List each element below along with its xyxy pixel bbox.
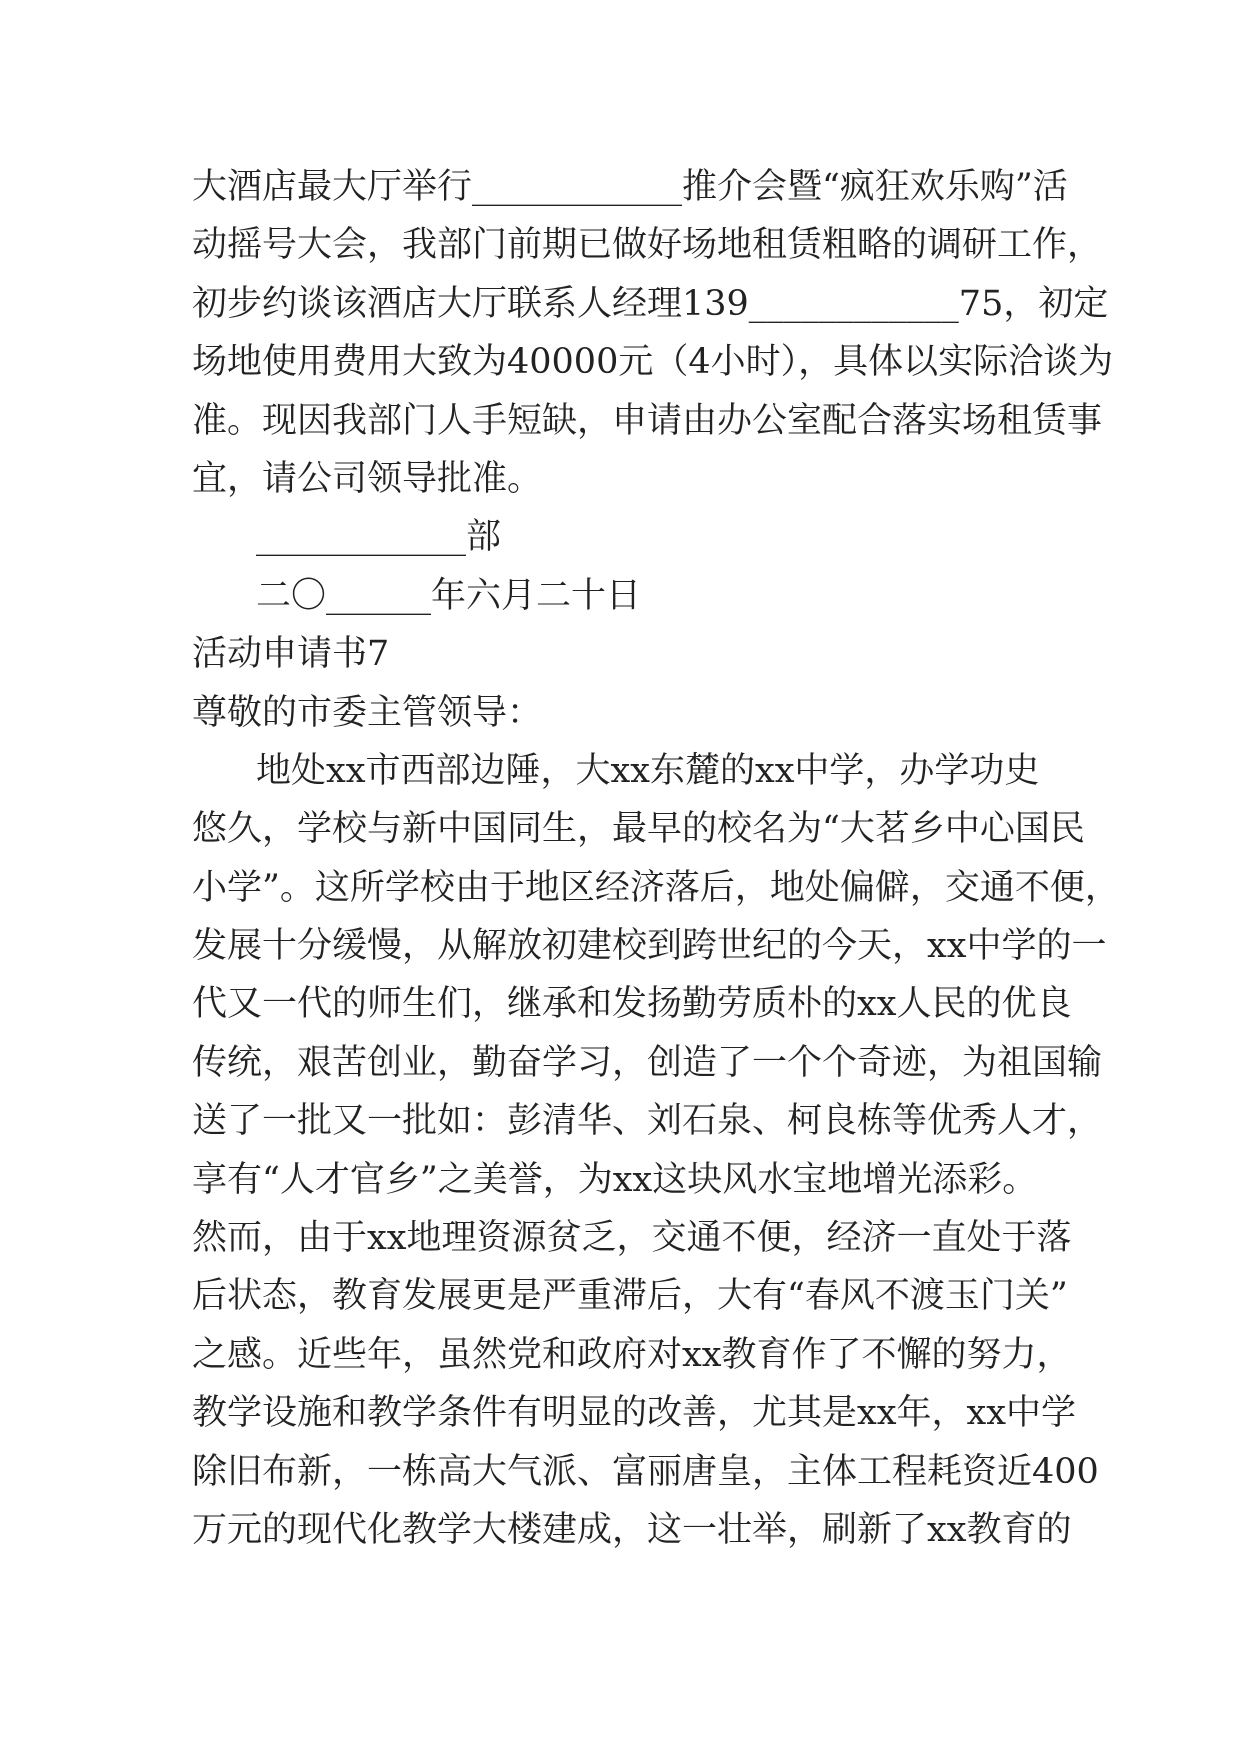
text-line: 然而，由于xx地理资源贫乏，交通不便，经济一直处于落 [192,1218,1072,1259]
salutation: 尊敬的市委主管领导： [192,692,543,733]
document-body [192,158,1120,1559]
paragraph-first-line: 地处xx市西部边陲，大xx东麓的xx中学，办学功史 [256,750,1040,791]
text-line: 发展十分缓慢，从解放初建校到跨世纪的今天，xx中学的一 [192,926,1107,967]
text-line: 万元的现代化教学大楼建成，这一壮举，刷新了xx教育的 [192,1509,1072,1550]
text-line: 送了一批又一批如：彭清华、刘石泉、柯良栋等优秀人才， [192,1101,1103,1142]
text-line: 悠久，学校与新中国同生，最早的校名为“大茗乡中心国民 [192,809,1085,850]
text-line: 代又一代的师生们，继承和发扬勤劳质朴的xx人民的优良 [192,984,1072,1025]
section-heading: 活动申请书7 [192,634,390,675]
text-line: 大酒店最大厅举行____________推介会暨“疯狂欢乐购”活 [192,167,1068,207]
text-line: 小学”。这所学校由于地区经济落后，地处偏僻，交通不便， [192,867,1120,908]
text-line: 除旧布新，一栋高大气派、富丽唐皇，主体工程耗资近400 [192,1451,1099,1492]
text-line: 传统，艰苦创业，勤奋学习，创造了一个个奇迹，为祖国输 [192,1042,1103,1083]
signature-date: 二〇______年六月二十日 [256,575,642,616]
department-signature: ____________部 [256,517,502,558]
text-line: 之感。近些年，虽然党和政府对xx教育作了不懈的努力， [192,1334,1072,1375]
text-line: 准。现因我部门人手短缺，申请由办公室配合落实场租赁事 [192,400,1103,441]
text-line: 后状态，教育发展更是严重滞后，大有“春风不渡玉门关” [192,1276,1068,1317]
text-line: 初步约谈该酒店大厅联系人经理139____________75，初定 [192,283,1109,324]
text-line: 场地使用费用大致为40000元（4小时），具体以实际洽谈为 [192,342,1114,383]
text-line: 动摇号大会，我部门前期已做好场地租赁粗略的调研工作， [192,225,1103,266]
text-line: 宜，请公司领导批准。 [192,458,543,499]
text-line: 享有“人才官乡”之美誉，为xx这块风水宝地增光添彩。 [192,1159,1038,1200]
text-line: 教学设施和教学条件有明显的改善，尤其是xx年，xx中学 [192,1393,1076,1434]
